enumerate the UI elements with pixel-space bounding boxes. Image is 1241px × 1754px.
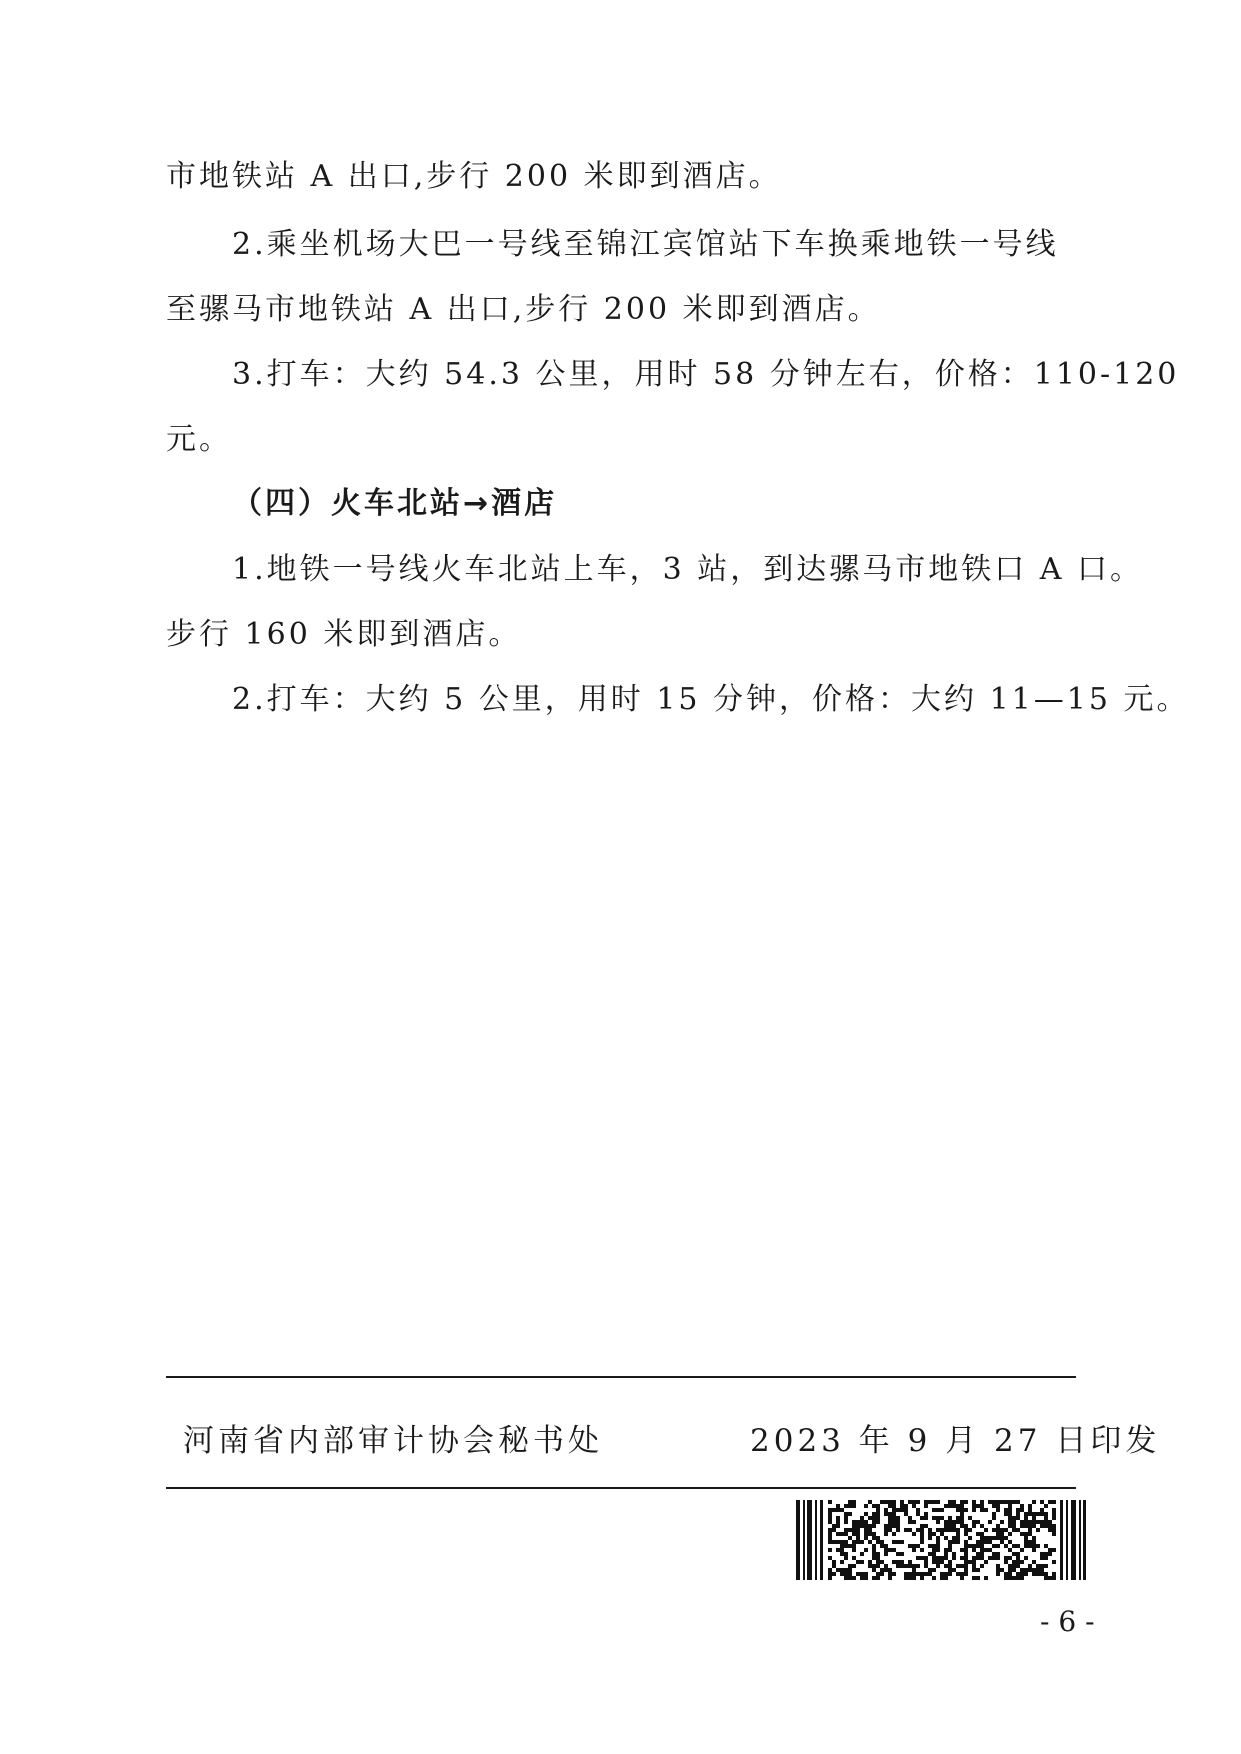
footer-date: 2023 年 9 月 27 日印发 — [750, 1423, 1161, 1459]
body-line-2: 2.乘坐机场大巴一号线至锦江宾馆站下车换乘地铁一号线 — [232, 227, 1059, 262]
barcode-icon — [796, 1500, 1086, 1580]
body-line-4: 3.打车：大约 54.3 公里，用时 58 分钟左右，价格：110-120 — [232, 357, 1180, 392]
body-line-3: 至骡马市地铁站 A 出口,步行 200 米即到酒店。 — [166, 292, 881, 327]
body-line-7: 1.地铁一号线火车北站上车，3 站，到达骡马市地铁口 A 口。 — [232, 552, 1143, 587]
body-line-9: 2.打车：大约 5 公里，用时 15 分钟，价格：大约 11—15 元。 — [232, 682, 1190, 717]
body-line-1: 市地铁站 A 出口,步行 200 米即到酒店。 — [166, 159, 782, 194]
body-line-5: 元。 — [166, 422, 232, 457]
section-heading: （四）火车北站→酒店 — [232, 486, 558, 521]
footer-issuer: 河南省内部审计协会秘书处 — [183, 1423, 603, 1459]
page-number: - 6 - — [1040, 1605, 1095, 1638]
footer-bottom-rule — [166, 1487, 1076, 1489]
footer-top-rule — [166, 1376, 1076, 1378]
body-line-8: 步行 160 米即到酒店。 — [166, 617, 522, 652]
